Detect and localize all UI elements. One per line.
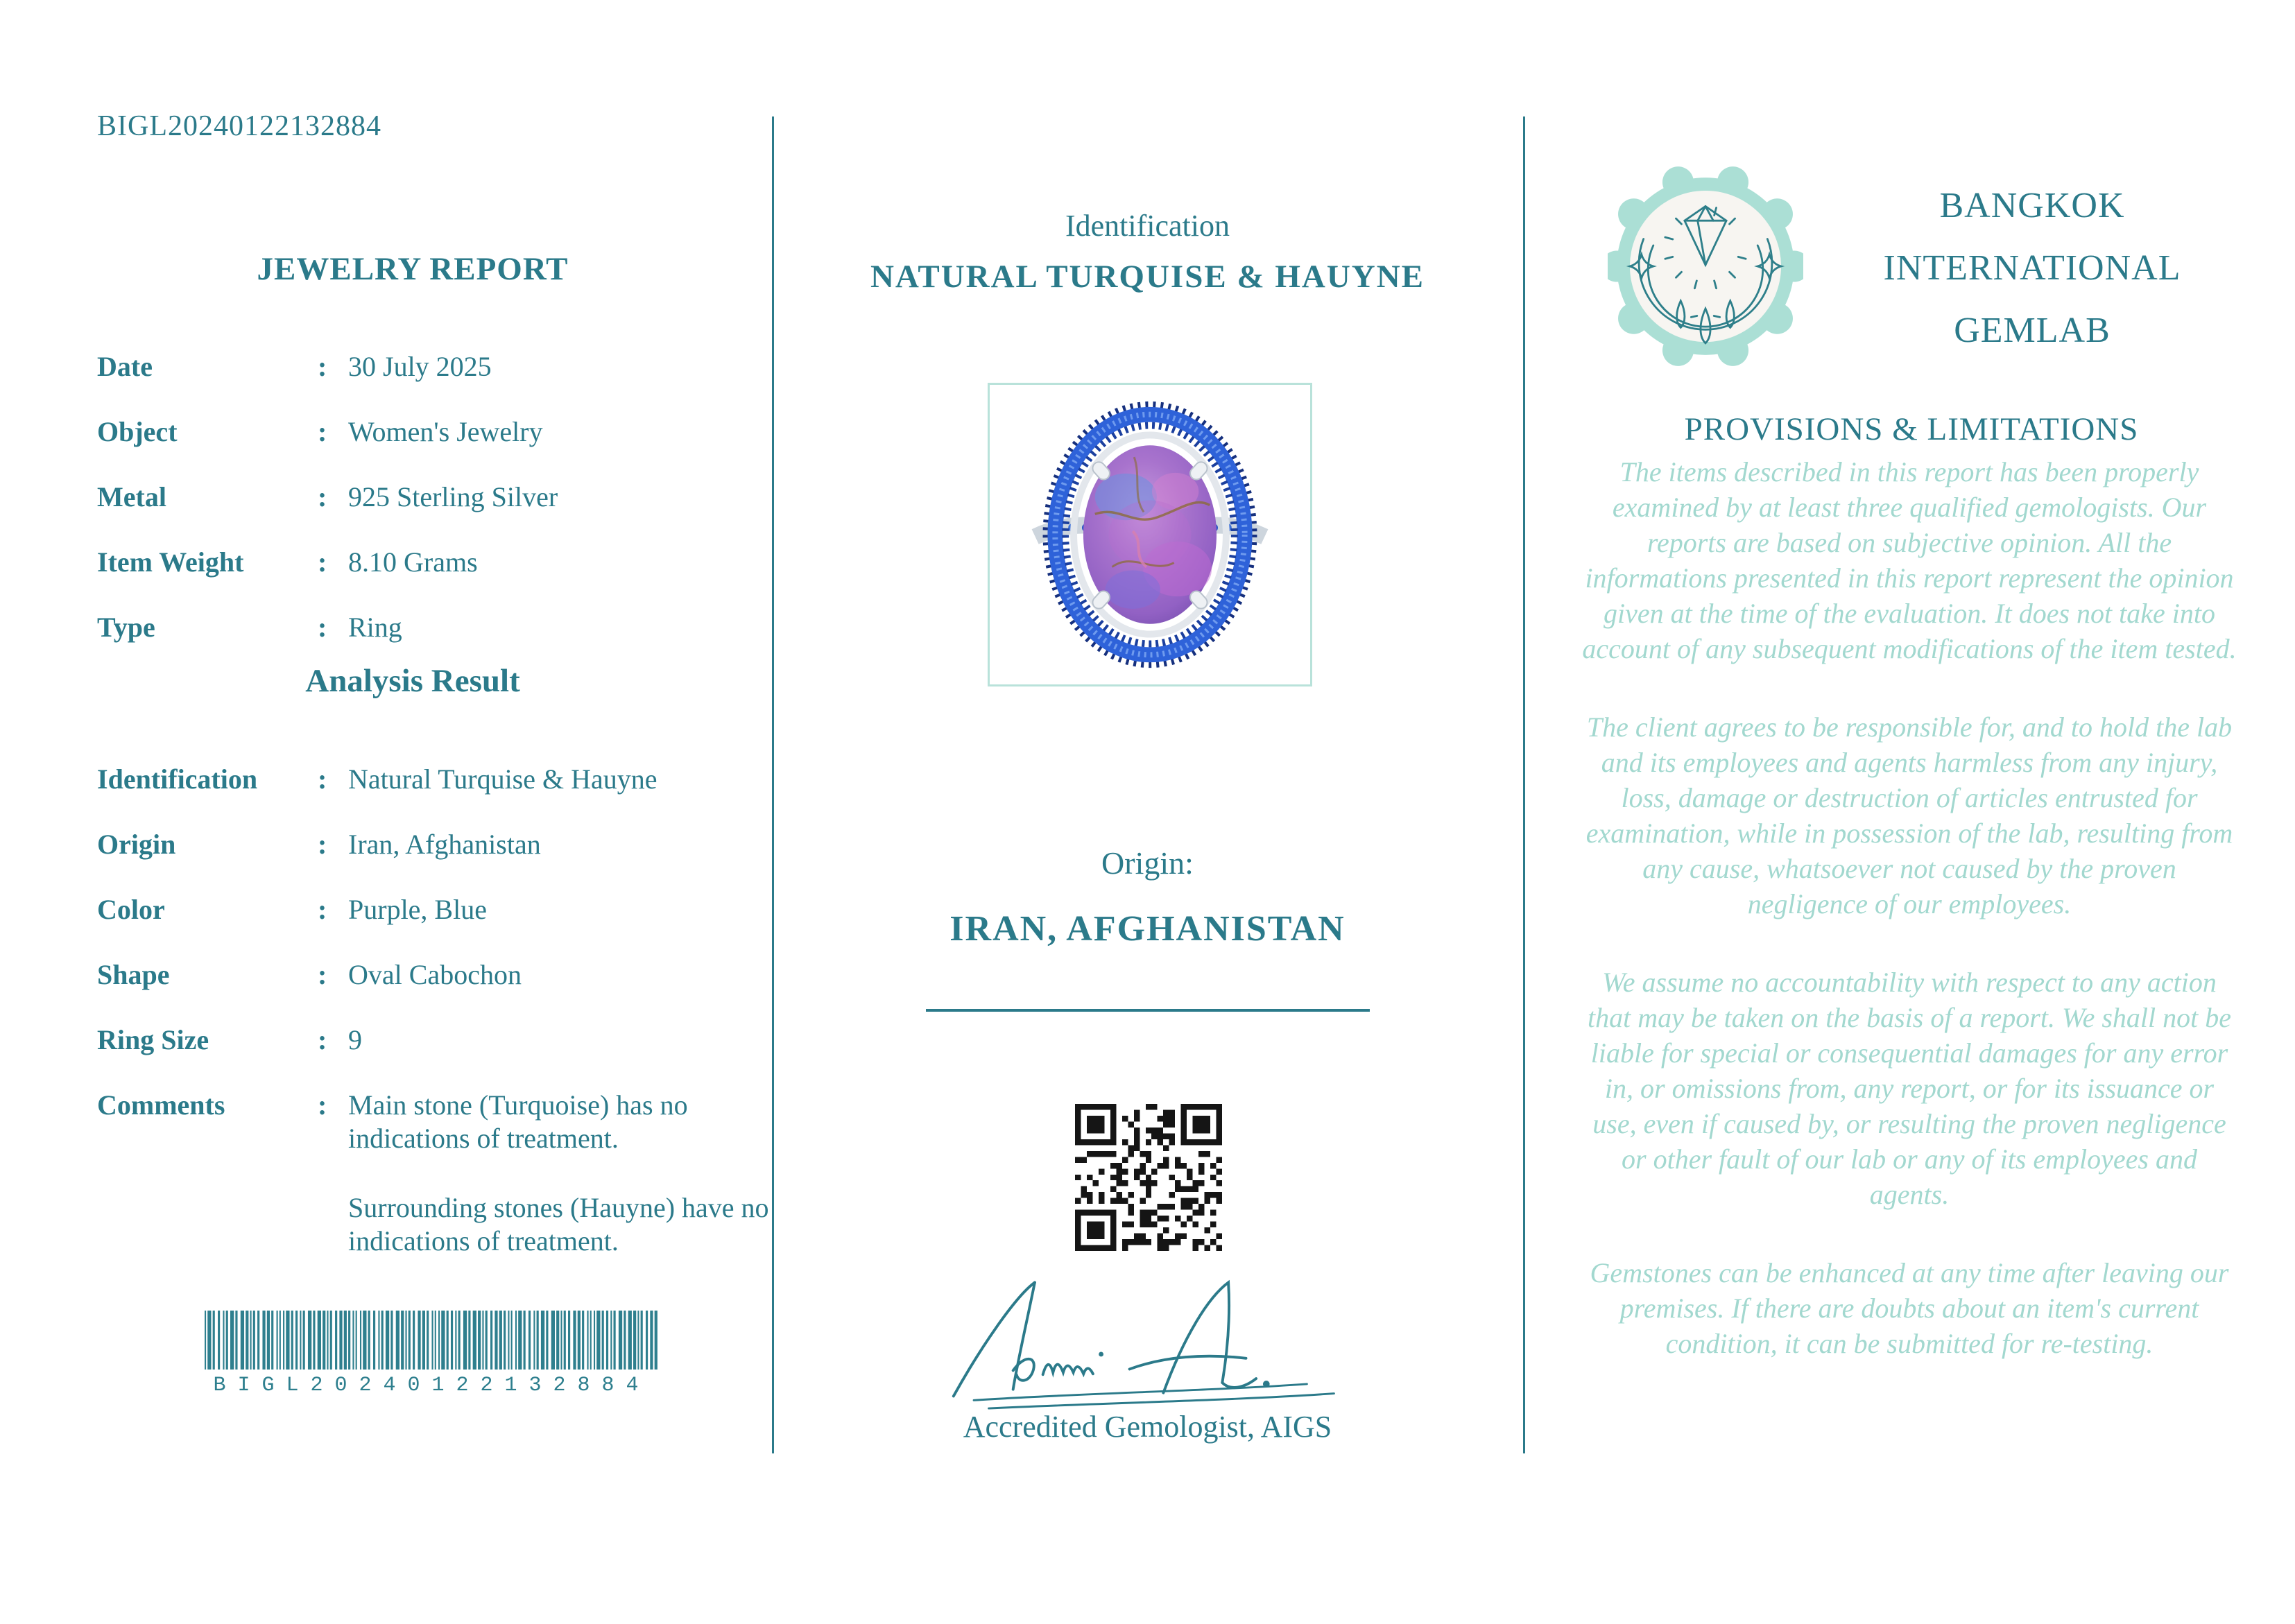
lab-name-line: BANGKOK: [1939, 186, 2125, 225]
field-label-ring-size: Ring Size: [97, 1024, 209, 1055]
colon: :: [318, 1089, 327, 1121]
field-value-type: Ring: [348, 612, 402, 643]
field-label-metal: Metal: [97, 481, 166, 512]
analysis-result-title: Analysis Result: [305, 663, 520, 699]
colon: :: [318, 546, 327, 578]
provision-paragraph: We assume no accountability with respect to any action that may be taken on the basis of a report. We shall not be liable for special or consequential damages for any error in, or omissions from, any report, or for its issuance or use, even if caused by, or resulting the proven negligence or other fault of our lab or any of its employees and agents.: [1587, 967, 2232, 1210]
colon: :: [318, 763, 327, 795]
field-label-comments: Comments: [97, 1089, 225, 1121]
table-row: [97, 481, 791, 514]
colon: :: [318, 959, 327, 990]
provision-paragraph: The client agrees to be responsible for, and to hold the lab and its employees and agents harmless from any injury, loss, damage or destruction of articles entrusted for examination, while in possession of the lab, resulting from any cause, whatsoever not caused by the proven negligence of our employees.: [1585, 711, 2233, 919]
comment-paragraph: Surrounding stones (Hauyne) have no indications of treatment.: [348, 1192, 769, 1256]
lab-name-line: GEMLAB: [1954, 311, 2111, 350]
provision-paragraph: Gemstones can be enhanced at any time after leaving our premises. If there are doubts about an item's current condition, it can be submitted for re-testing.: [1590, 1257, 2229, 1359]
provision-paragraph: The items described in this report has been properly examined by at least three qualified gemologists. Our reports are based on subjective opinion. All the informations presented in this report represent the opinion given at the time of the evaluation. It does not take into account of any subsequent modifications of the item tested.: [1582, 456, 2237, 664]
colon: :: [318, 612, 327, 643]
table-row: [97, 350, 791, 383]
provisions-title: PROVISIONS & LIMITATIONS: [1684, 411, 2139, 447]
field-value-color: Purple, Blue: [348, 894, 487, 925]
colon: :: [318, 829, 327, 860]
barcode-text: BIGL20240122132884: [213, 1374, 651, 1397]
field-value-item-weight: 8.10 Grams: [348, 546, 478, 578]
field-label-origin: Origin: [97, 829, 176, 860]
signer-title: Accredited Gemologist, AIGS: [963, 1410, 1332, 1444]
field-value-metal: 925 Sterling Silver: [348, 481, 558, 512]
field-value-origin: Iran, Afghanistan: [348, 829, 541, 860]
field-label-shape: Shape: [97, 959, 170, 990]
comment-paragraph: Main stone (Turquoise) has no indications of treatment.: [348, 1089, 688, 1154]
table-row: [97, 415, 791, 449]
field-value-comments: [348, 1089, 777, 1258]
gemologist-signature: [921, 1268, 1372, 1410]
identification-heading: Identification: [1065, 209, 1230, 243]
table-row: [97, 1089, 791, 1258]
barcode-bars: [205, 1311, 659, 1370]
report-number: BIGL20240122132884: [97, 110, 381, 142]
lab-name-line: INTERNATIONAL: [1883, 248, 2181, 288]
gemlab-logo: [1608, 165, 1803, 368]
identification-section: [772, 0, 1523, 1624]
origin-heading: Origin:: [1101, 845, 1194, 881]
colon: :: [318, 1024, 327, 1055]
field-label-object: Object: [97, 416, 178, 447]
origin-underline: [926, 1009, 1370, 1012]
field-value-identification: Natural Turquise & Hauyne: [348, 763, 657, 795]
field-label-item-weight: Item Weight: [97, 546, 244, 578]
report-title: JEWELRY REPORT: [257, 251, 569, 288]
identification-value: NATURAL TURQUISE & HAUYNE: [870, 259, 1425, 295]
table-row: [97, 763, 791, 796]
table-row: [97, 893, 791, 926]
field-label-identification: Identification: [97, 763, 258, 795]
colon: :: [318, 894, 327, 925]
qr-code: [1075, 1104, 1222, 1251]
field-value-date: 30 July 2025: [348, 351, 492, 382]
column-divider-right: [1523, 116, 1525, 1453]
origin-value: IRAN, AFGHANISTAN: [949, 909, 1346, 949]
table-row: [97, 1023, 791, 1057]
analysis-result-table: [97, 763, 791, 1290]
field-label-type: Type: [97, 612, 155, 643]
colon: :: [318, 416, 327, 447]
provisions-text: [1580, 454, 2239, 1404]
field-value-shape: Oval Cabochon: [348, 959, 522, 990]
table-row: [97, 958, 791, 992]
lab-name: [1814, 175, 2251, 362]
item-details-table: [97, 350, 791, 676]
table-row: [97, 828, 791, 861]
table-row: [97, 611, 791, 644]
colon: :: [318, 351, 327, 382]
field-value-object: Women's Jewelry: [348, 416, 543, 447]
field-value-ring-size: 9: [348, 1024, 362, 1055]
ring-photo: [1026, 394, 1273, 675]
qr-code-frame: [1075, 1104, 1222, 1251]
barcode: [205, 1311, 659, 1397]
table-row: [97, 546, 791, 579]
colon: :: [318, 481, 327, 512]
field-label-color: Color: [97, 894, 165, 925]
field-label-date: Date: [97, 351, 153, 382]
jewelry-photo-frame: [988, 383, 1312, 686]
